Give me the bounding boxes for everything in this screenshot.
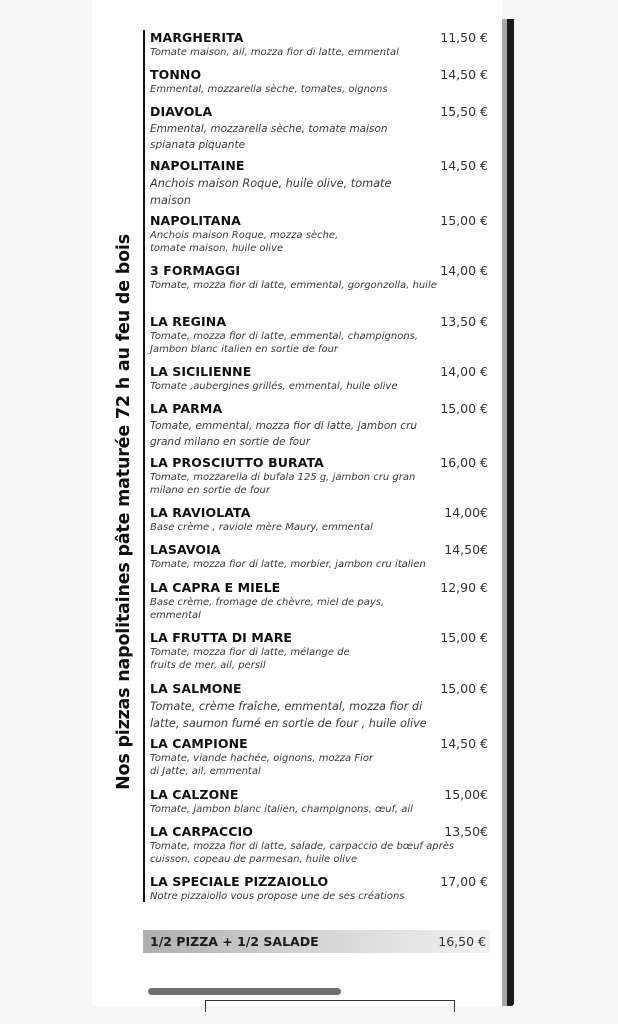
item-name: LA SPECIALE PIZZAIOLLO (150, 874, 329, 889)
item-description: Tomate, mozza fior di latte, emmental, gorgonzolla, huile (150, 280, 437, 291)
combo-offer-banner (143, 930, 490, 953)
item-name: LA RAVIOLATA (150, 505, 251, 520)
item-description: Tomate ,aubergines grillés, emmental, huile olive (150, 381, 398, 392)
item-description: Tomate, mozza fior di latte, morbier, jambon cru italien (150, 559, 426, 570)
menu-item (150, 874, 488, 904)
item-description: Emmental, mozzarella sèche, tomate maison spianata piquante (150, 123, 388, 151)
item-description: Anchois maison Roque, huile olive, tomate maison (150, 177, 392, 207)
item-price: 14,00 € (440, 364, 488, 379)
menu-item (150, 314, 488, 356)
horizontal-scrollbar[interactable] (148, 988, 341, 995)
menu-item (150, 580, 488, 622)
item-name: 3 FORMAGGI (150, 263, 241, 278)
item-description: Tomate, mozza fior di latte, salade, carpaccio de bœuf après cuisson, copeau de parmesan, huile olive (150, 841, 455, 865)
item-price: 14,00€ (444, 505, 488, 520)
menu-item (150, 787, 488, 817)
combo-price: 16,50 € (438, 934, 486, 949)
menu-item (150, 213, 488, 255)
menu-item (150, 630, 488, 672)
item-name: LA CAMPIONE (150, 736, 248, 751)
item-name: LA PROSCIUTTO BURATA (150, 455, 324, 470)
vertical-divider (143, 30, 145, 902)
item-name: LA CALZONE (150, 787, 239, 802)
item-description: Tomate, mozzarella di bufala 125 g, jambon cru gran milano en sortie de four (150, 472, 416, 496)
menu-item (150, 455, 488, 497)
next-section-box (205, 1000, 455, 1012)
item-price: 14,50 € (440, 736, 488, 751)
item-price: 11,50 € (440, 30, 488, 45)
menu-item (150, 104, 488, 153)
menu-item (150, 542, 488, 572)
item-description: Base crème, fromage de chèvre, miel de pays, emmental (150, 597, 385, 621)
item-name: LA CAPRA E MIELE (150, 580, 281, 595)
item-description: Tomate, mozza fior di latte, emmental, champignons, Jambon blanc italien en sortie de four (150, 331, 419, 355)
item-price: 15,00 € (440, 401, 488, 416)
item-price: 14,50 € (440, 158, 488, 173)
item-price: 15,00 € (440, 681, 488, 696)
item-price: 14,50 € (440, 67, 488, 82)
menu-item (150, 263, 488, 293)
item-price: 14,50€ (444, 542, 488, 557)
item-price: 13,50 € (440, 314, 488, 329)
menu-item (150, 824, 488, 866)
item-name: NAPOLITANA (150, 213, 241, 228)
item-name: LA REGINA (150, 314, 227, 329)
item-description: Base crème , raviole mère Maury, emmental (150, 522, 373, 533)
item-description: Tomate maison, ail, mozza fior di latte, emmental (150, 47, 399, 58)
item-name: MARGHERITA (150, 30, 244, 45)
combo-name: 1/2 PIZZA + 1/2 SALADE (150, 934, 319, 949)
card-edge (507, 19, 514, 1006)
item-price: 15,00 € (440, 213, 488, 228)
item-name: LA SALMONE (150, 681, 242, 696)
item-name: LASAVOIA (150, 542, 221, 557)
menu-item (150, 30, 488, 60)
item-description: Tomate, emmental, mozza fior di latte, jambon cru grand milano en sortie de four (150, 420, 417, 448)
menu-item (150, 67, 488, 97)
item-description: Tomate, mozza fior di latte, mélange de fruits de mer, ail, persil (150, 647, 350, 671)
item-description: Tomate, jambon blanc italien, champignons, œuf, ail (150, 804, 413, 815)
menu-item (150, 736, 488, 778)
item-price: 16,00 € (440, 455, 488, 470)
item-name: TONNO (150, 67, 202, 82)
item-name: LA PARMA (150, 401, 223, 416)
item-name: DIAVOLA (150, 104, 213, 119)
menu-item (150, 681, 488, 732)
item-name: LA CARPACCIO (150, 824, 253, 839)
item-description: Anchois maison Roque, mozza sèche, tomate maison, huile olive (150, 230, 339, 254)
item-description: Emmental, mozzarella sèche, tomates, oignons (150, 84, 388, 95)
item-price: 12,90 € (440, 580, 488, 595)
item-price: 15,00 € (440, 630, 488, 645)
item-name: LA FRUTTA DI MARE (150, 630, 293, 645)
item-name: LA SICILIENNE (150, 364, 252, 379)
item-price: 13,50€ (444, 824, 488, 839)
item-price: 15,00€ (444, 787, 488, 802)
item-price: 14,00 € (440, 263, 488, 278)
menu-item (150, 158, 488, 209)
item-description: Tomate, viande hachée, oignons, mozza Fior di Jatte, ail, emmental (150, 753, 374, 777)
menu-item (150, 364, 488, 394)
item-price: 15,50 € (440, 104, 488, 119)
item-price: 17,00 € (440, 874, 488, 889)
item-description: Notre pizzaiollo vous propose une de ses créations (150, 891, 405, 902)
item-name: NAPOLITAINE (150, 158, 245, 173)
menu-item (150, 401, 488, 450)
section-title: Nos pizzas napolitaines pâte maturée 72 h au feu de bois (114, 234, 134, 790)
item-description: Tomate, crème fraîche, emmental, mozza fior di latte, saumon fumé en sortie de four , huile olive (150, 700, 427, 730)
menu-item (150, 505, 488, 535)
